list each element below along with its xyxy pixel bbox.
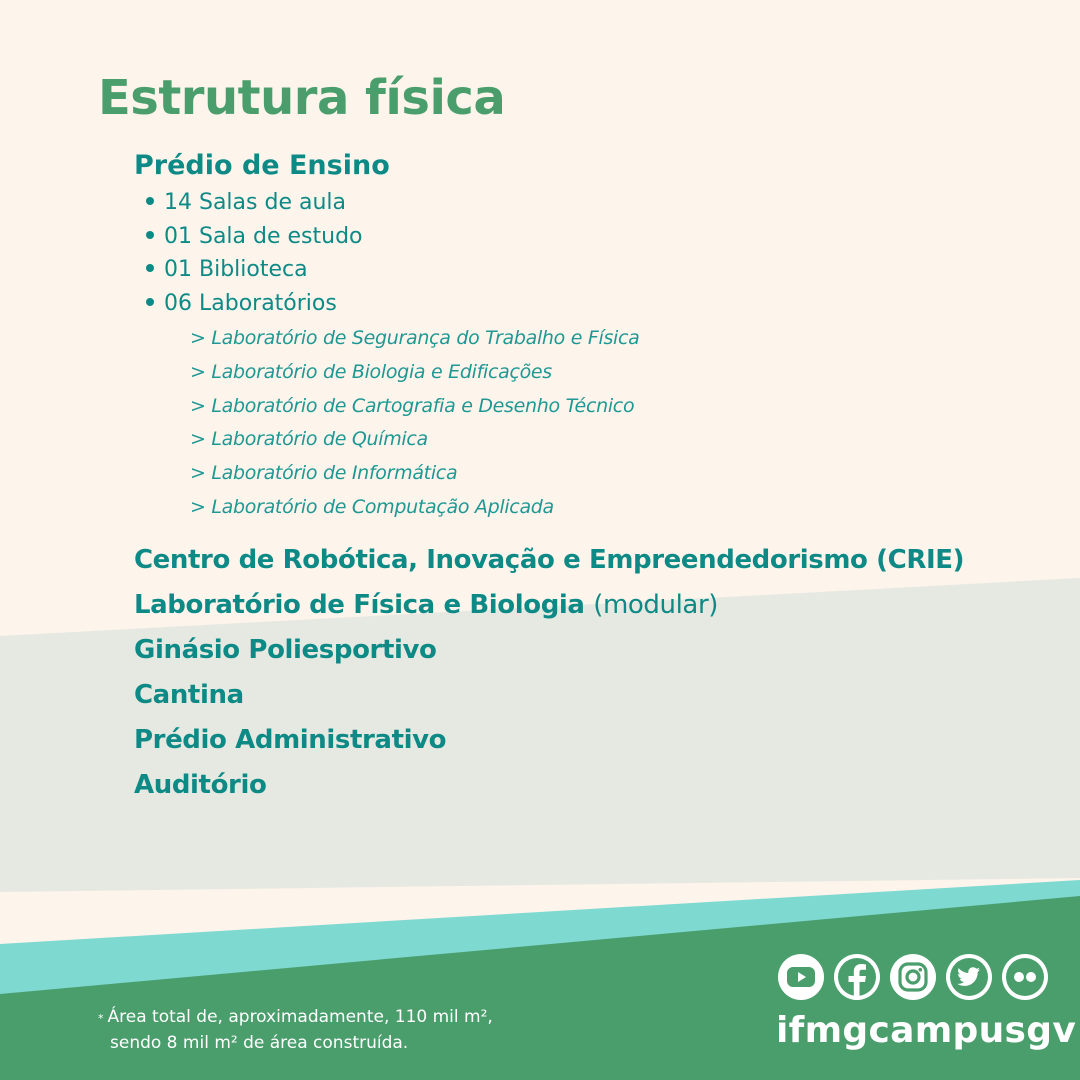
lab-item: > Laboratório de Computação Aplicada: [190, 495, 554, 518]
list-item: 06 Laboratórios: [146, 287, 363, 321]
lab-item: > Laboratório de Segurança do Trabalho e Física: [190, 327, 640, 349]
bullet-icon: [146, 264, 154, 272]
instagram-icon[interactable]: [890, 954, 936, 1000]
teaching-building-heading: Prédio de Ensino: [134, 150, 390, 181]
footnote-marker: *: [98, 1012, 104, 1025]
lab-item: > Laboratório de Química: [190, 428, 428, 451]
twitter-icon[interactable]: [946, 954, 992, 1000]
social-icons: [778, 954, 1048, 1000]
social-handle[interactable]: ifmgcampusgv: [776, 1010, 1077, 1051]
lab-item: > Laboratório de Biologia e Edificações: [190, 360, 552, 383]
list-item: 14 Salas de aula: [146, 186, 363, 220]
area-footnote: [98, 1004, 493, 1056]
teaching-building-list: [146, 186, 363, 321]
laboratories-list: [190, 322, 640, 525]
list-item: 01 Sala de estudo: [146, 220, 363, 254]
facility-lab-fisica-biologia: Laboratório de Física e Biologia (modular): [134, 590, 718, 620]
footnote-line-1: Área total de, aproximadamente, 110 mil m²,: [107, 1007, 493, 1027]
flickr-icon[interactable]: [1002, 954, 1048, 1000]
youtube-icon[interactable]: [778, 954, 824, 1000]
bullet-icon: [146, 197, 154, 205]
facebook-icon[interactable]: [834, 954, 880, 1000]
footnote-line-2: sendo 8 mil m² de área construída.: [110, 1033, 409, 1053]
lab-item: > Laboratório de Cartografia e Desenho Técnico: [190, 394, 635, 417]
bullet-icon: [146, 298, 154, 306]
list-item: 01 Biblioteca: [146, 253, 363, 287]
facility-predio-administrativo: Prédio Administrativo: [134, 725, 447, 755]
facility-cantina: Cantina: [134, 680, 244, 710]
facility-crie: Centro de Robótica, Inovação e Empreendedorismo (CRIE): [134, 545, 965, 575]
modular-note: (modular): [593, 590, 718, 620]
facility-ginasio: Ginásio Poliesportivo: [134, 635, 437, 665]
lab-item: > Laboratório de Informática: [190, 462, 458, 485]
facilities-list: [134, 538, 964, 808]
bullet-icon: [146, 231, 154, 239]
page-title: Estrutura física: [98, 70, 506, 126]
facility-auditorio: Auditório: [134, 770, 267, 800]
